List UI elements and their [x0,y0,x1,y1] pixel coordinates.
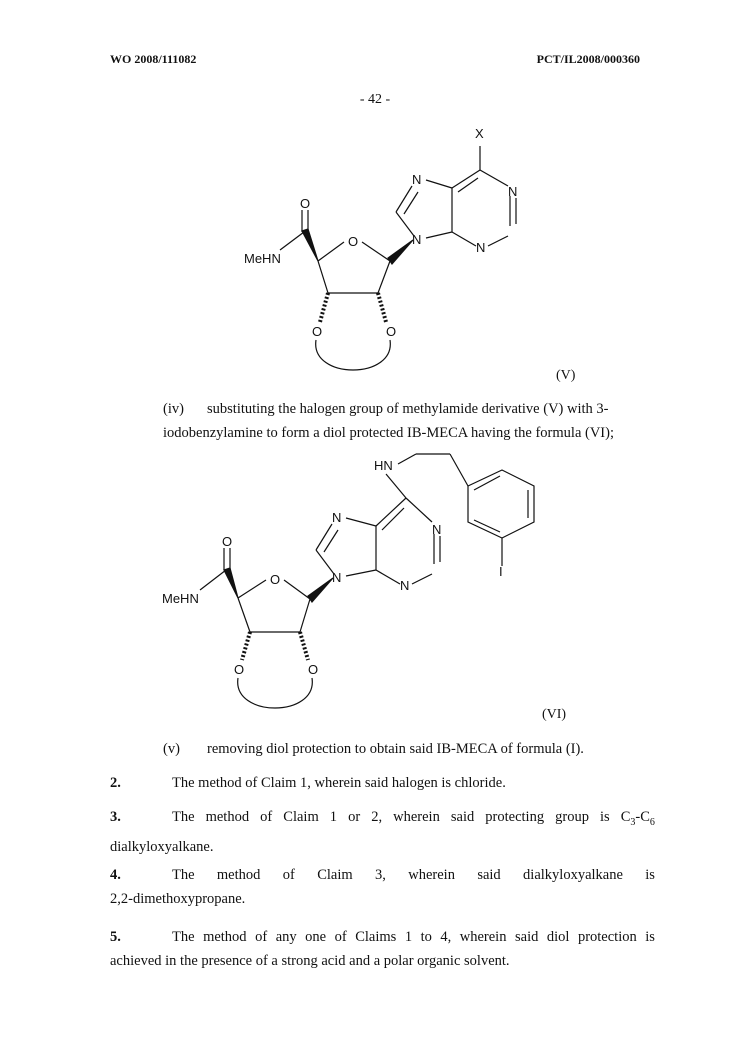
claim-4-word: 3, [375,867,386,883]
header-publication-number: WO 2008/111082 [110,52,197,66]
claim-4-text-2: 2,2-dimethoxypropane. [110,891,246,907]
claim-5-word: 1 [404,929,413,945]
claim-3-word: protecting [485,809,545,825]
atom-carbonyl-o: O [222,534,233,549]
claim-5-word: 4, [440,929,452,945]
step-v-text: removing diol protection to obtain said IB-MECA of formula (I). [207,741,584,757]
step-v-paragraph [163,737,663,761]
claim-3-text-2: dialkyloxyalkane. [110,838,214,855]
claim-2 [110,771,655,795]
step-v-numeral: (v) [163,741,180,757]
bond [346,518,376,526]
claim-4-word: Claim [317,867,353,883]
bond [458,178,478,192]
atom-ring-o: O [348,234,359,249]
claim-4-word: wherein [408,867,455,883]
formula-label-v: (V) [556,368,576,383]
atom-carbonyl-o: O [300,196,311,211]
bond [488,236,508,246]
bond [318,242,344,261]
claim-4-word: dialkyloxyalkane [523,867,623,883]
claim-3-number: 3. [110,809,121,825]
claim-5-word: diol [546,929,570,945]
atom-diol-o-left: O [234,662,245,677]
wedge-bond [302,229,318,261]
bond [284,580,310,599]
claim-3 [110,805,655,859]
claim-5-line-1 [110,925,655,949]
bond [346,570,376,576]
bond [280,232,304,250]
claim-5-text-2: achieved in the presence of a strong acid and a polar organic solvent. [110,953,510,969]
atom-mehn: MeHN [244,251,281,266]
claim-2-text: The method of Claim 1, wherein said halogen is chloride. [172,775,506,791]
claim-3-line-1 [110,805,655,835]
atom-ring-o: O [270,572,281,587]
wedge-bond [308,578,333,602]
claim-4-word: method [216,867,261,883]
claim-3-word: Claim [283,809,319,825]
claim-2-number: 2. [110,775,121,791]
atom-iodo: I [499,564,503,579]
bond [452,232,476,246]
step-iv-paragraph [163,397,663,445]
atom-hn: HN [374,458,393,473]
hash-bond [242,632,250,660]
atom-n9: N [412,232,422,247]
claim-5-word: method [203,929,247,945]
protecting-group-arc [238,678,313,708]
claim-3-word: method [205,809,250,825]
bond [426,180,452,188]
bond [200,570,226,590]
claim-4-number: 4. [110,867,121,883]
claim-4-word: said [477,867,501,883]
atom-n1: N [508,184,518,199]
chemical-structure-v [230,118,550,388]
atom-n9: N [332,570,342,585]
claim-5-number: 5. [110,929,121,945]
claim-4-word: is [645,867,655,883]
bond [378,261,390,293]
bond [238,598,250,632]
claim-3-word: is [600,809,610,825]
claim-3-word: group [555,809,589,825]
hash-bond [378,293,386,322]
atom-diol-o-right: O [386,324,397,339]
wedge-bond [388,240,413,264]
atom-n1: N [432,522,442,537]
bond [386,474,406,498]
bond [396,186,412,212]
claim-5-word: Claims [355,929,397,945]
claim-5-word: is [645,929,655,945]
atom-diol-o-right: O [308,662,319,677]
claim-5-word: protection [577,929,637,945]
wedge-bond [224,568,238,598]
step-iv-numeral: (iv) [163,401,184,417]
bond [406,498,432,522]
claim-3-word: $C_3-C_6$ [620,809,655,828]
bond [412,574,432,584]
claim-5-word: of [334,929,347,945]
bond [316,524,332,550]
bond [376,570,400,584]
claim-5-word: said [514,929,539,945]
atom-n3: N [400,578,410,593]
bond [474,476,500,490]
claim-3-word: 1 [329,809,338,825]
protecting-group-arc [316,340,391,370]
claim-5-word: of [255,929,268,945]
claim-5-word: The [172,929,195,945]
atom-mehn: MeHN [162,591,199,606]
bond [318,261,328,293]
claim-3-word: of [260,809,273,825]
bond [382,508,404,530]
claim-5 [110,925,655,973]
header-application-number: PCT/IL2008/000360 [536,52,640,66]
claim-4-line-1 [110,863,655,887]
chemical-structure-vi [150,446,570,726]
claim-3-word: or [348,809,361,825]
step-iv-line-1 [163,397,663,421]
formula-label-vi: (VI) [542,707,567,722]
atom-n7: N [412,172,422,187]
claim-5-word: any [275,929,297,945]
bond [300,599,310,632]
bond [480,170,508,186]
bond [450,454,468,486]
atom-n3: N [476,240,486,255]
atom-diol-o-left: O [312,324,323,339]
bond [238,580,266,598]
claim-4-words [172,863,655,887]
claim-3-word: 2, [371,809,383,825]
claim-3-word: The [172,809,195,825]
claim-3-text-1 [172,805,655,835]
claim-5-word: wherein [459,929,507,945]
claim-5-words [172,925,655,949]
step-iv-text-2: iodobenzylamine to form a diol protected IB-MECA having the formula (VI); [163,425,614,441]
benzene-ring [468,470,534,538]
claim-5-word: one [305,929,327,945]
claim-4 [110,863,655,911]
hash-bond [300,632,308,660]
bond [398,454,416,464]
claim-5-word: to [420,929,432,945]
claim-4-word: of [282,867,295,883]
claim-3-word: wherein [393,809,440,825]
claim-3-word: said [450,809,475,825]
bond [362,242,390,261]
bond [426,232,452,238]
atom-x: X [475,126,484,141]
page-number: - 42 - [359,92,391,107]
atom-n7: N [332,510,342,525]
claim-4-word: The [172,867,195,883]
step-iv-text-1: substituting the halogen group of methylamide derivative (V) with 3- [207,401,609,417]
hash-bond [320,293,328,322]
